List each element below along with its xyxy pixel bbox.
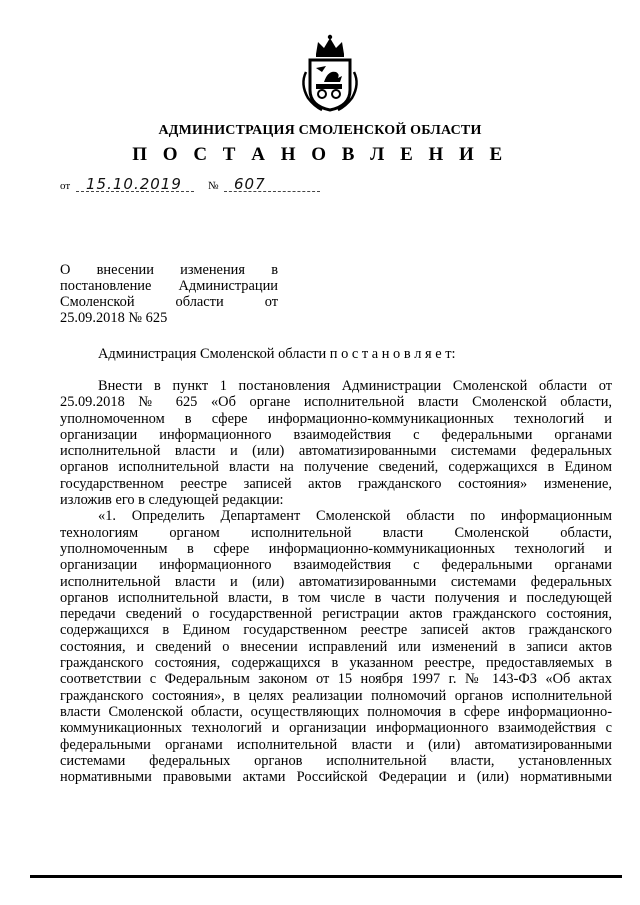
preamble-text: Администрация Смоленской области п о с т а н о в л я е т:: [98, 346, 456, 362]
body-line: федеральными органами исполнительной власти и (или) автоматизированными: [60, 736, 612, 753]
body-line: власти Смоленской области, осуществляющих полномочия в сфере информационно-: [60, 703, 612, 720]
body-line: соответствии с Федеральным законом от 15 ноября 1997 г. № 143-ФЗ «Об актах: [60, 671, 612, 688]
organization-heading: АДМИНИСТРАЦИЯ СМОЛЕНСКОЙ ОБЛАСТИ: [158, 123, 482, 138]
number-prefix: №: [208, 180, 219, 192]
body-line: уполномоченным в сфере информационно-коммуникационных технологий и: [60, 540, 612, 557]
body-line: содержащихся в Едином государственном реестре записей актов гражданского: [60, 622, 612, 639]
handwritten-date: 15.10.2019: [86, 175, 182, 193]
page-bottom-rule: [30, 875, 622, 878]
body-line: государственном реестре записей актов гражданского состояния» изменение,: [60, 475, 612, 492]
handwritten-number: 607: [234, 175, 266, 193]
registration-row: [60, 172, 390, 196]
body-line: исполнительной власти и (или) автоматизированными системами федеральных: [60, 573, 612, 590]
body-line: 25.09.2018 № 625 «Об органе исполнительной власти Смоленской области,: [60, 394, 612, 411]
coat-of-arms-emblem: [296, 32, 364, 112]
date-prefix: от: [60, 180, 71, 192]
body-line: коммуникационных технологий и организации информационного взаимодействия с: [60, 720, 612, 737]
body-line: изложив его в следующей редакции:: [60, 492, 284, 509]
body-line: исполнительной власти и (или) автоматизированными системами федеральных: [60, 443, 612, 460]
body-line: организации информационного взаимодействия с федеральными органами: [60, 557, 612, 574]
body-line: органов исполнительной власти на получение сведений, содержащихся в Едином: [60, 459, 612, 476]
body-line: «1. Определить Департамент Смоленской области по информационным: [98, 508, 612, 525]
body-line: технологиям органом исполнительной власти Смоленской области,: [60, 524, 612, 541]
body-line: состояния, и сведений о внесении исправлений или изменений в записи актов: [60, 638, 612, 655]
body-line: организации информационного взаимодействия с федеральными органами: [60, 426, 612, 443]
subject-line: постановление Администрации: [60, 278, 278, 294]
subject-line: 25.09.2018 № 625: [60, 310, 168, 326]
body-line: уполномоченном в сфере информационно-коммуникационных технологий и: [60, 410, 612, 427]
body-line: передачи сведений о государственной регистрации актов гражданского состояния,: [60, 606, 612, 623]
body-line: органов исполнительной власти, в том числе в части получения и последующей: [60, 589, 612, 606]
body-line: гражданского состояния, содержащихся в указанном реестре, предоставляемых в: [60, 655, 612, 672]
document-body: [60, 378, 612, 785]
subject-line: Смоленской области от: [60, 294, 278, 310]
body-line: Внести в пункт 1 постановления Администрации Смоленской области от: [98, 378, 612, 394]
body-line: системами федеральных органов исполнительной власти, установленных: [60, 752, 612, 769]
document-type-heading: П О С Т А Н О В Л Е Н И Е: [132, 144, 508, 165]
body-line: гражданского состояния», в целях реализации полномочий органов исполнительной: [60, 687, 612, 704]
document-subject: [60, 262, 278, 326]
subject-line: О внесении изменения в: [60, 262, 278, 278]
body-line: нормативными правовыми актами Российской Федерации и (или) нормативными: [60, 769, 612, 786]
